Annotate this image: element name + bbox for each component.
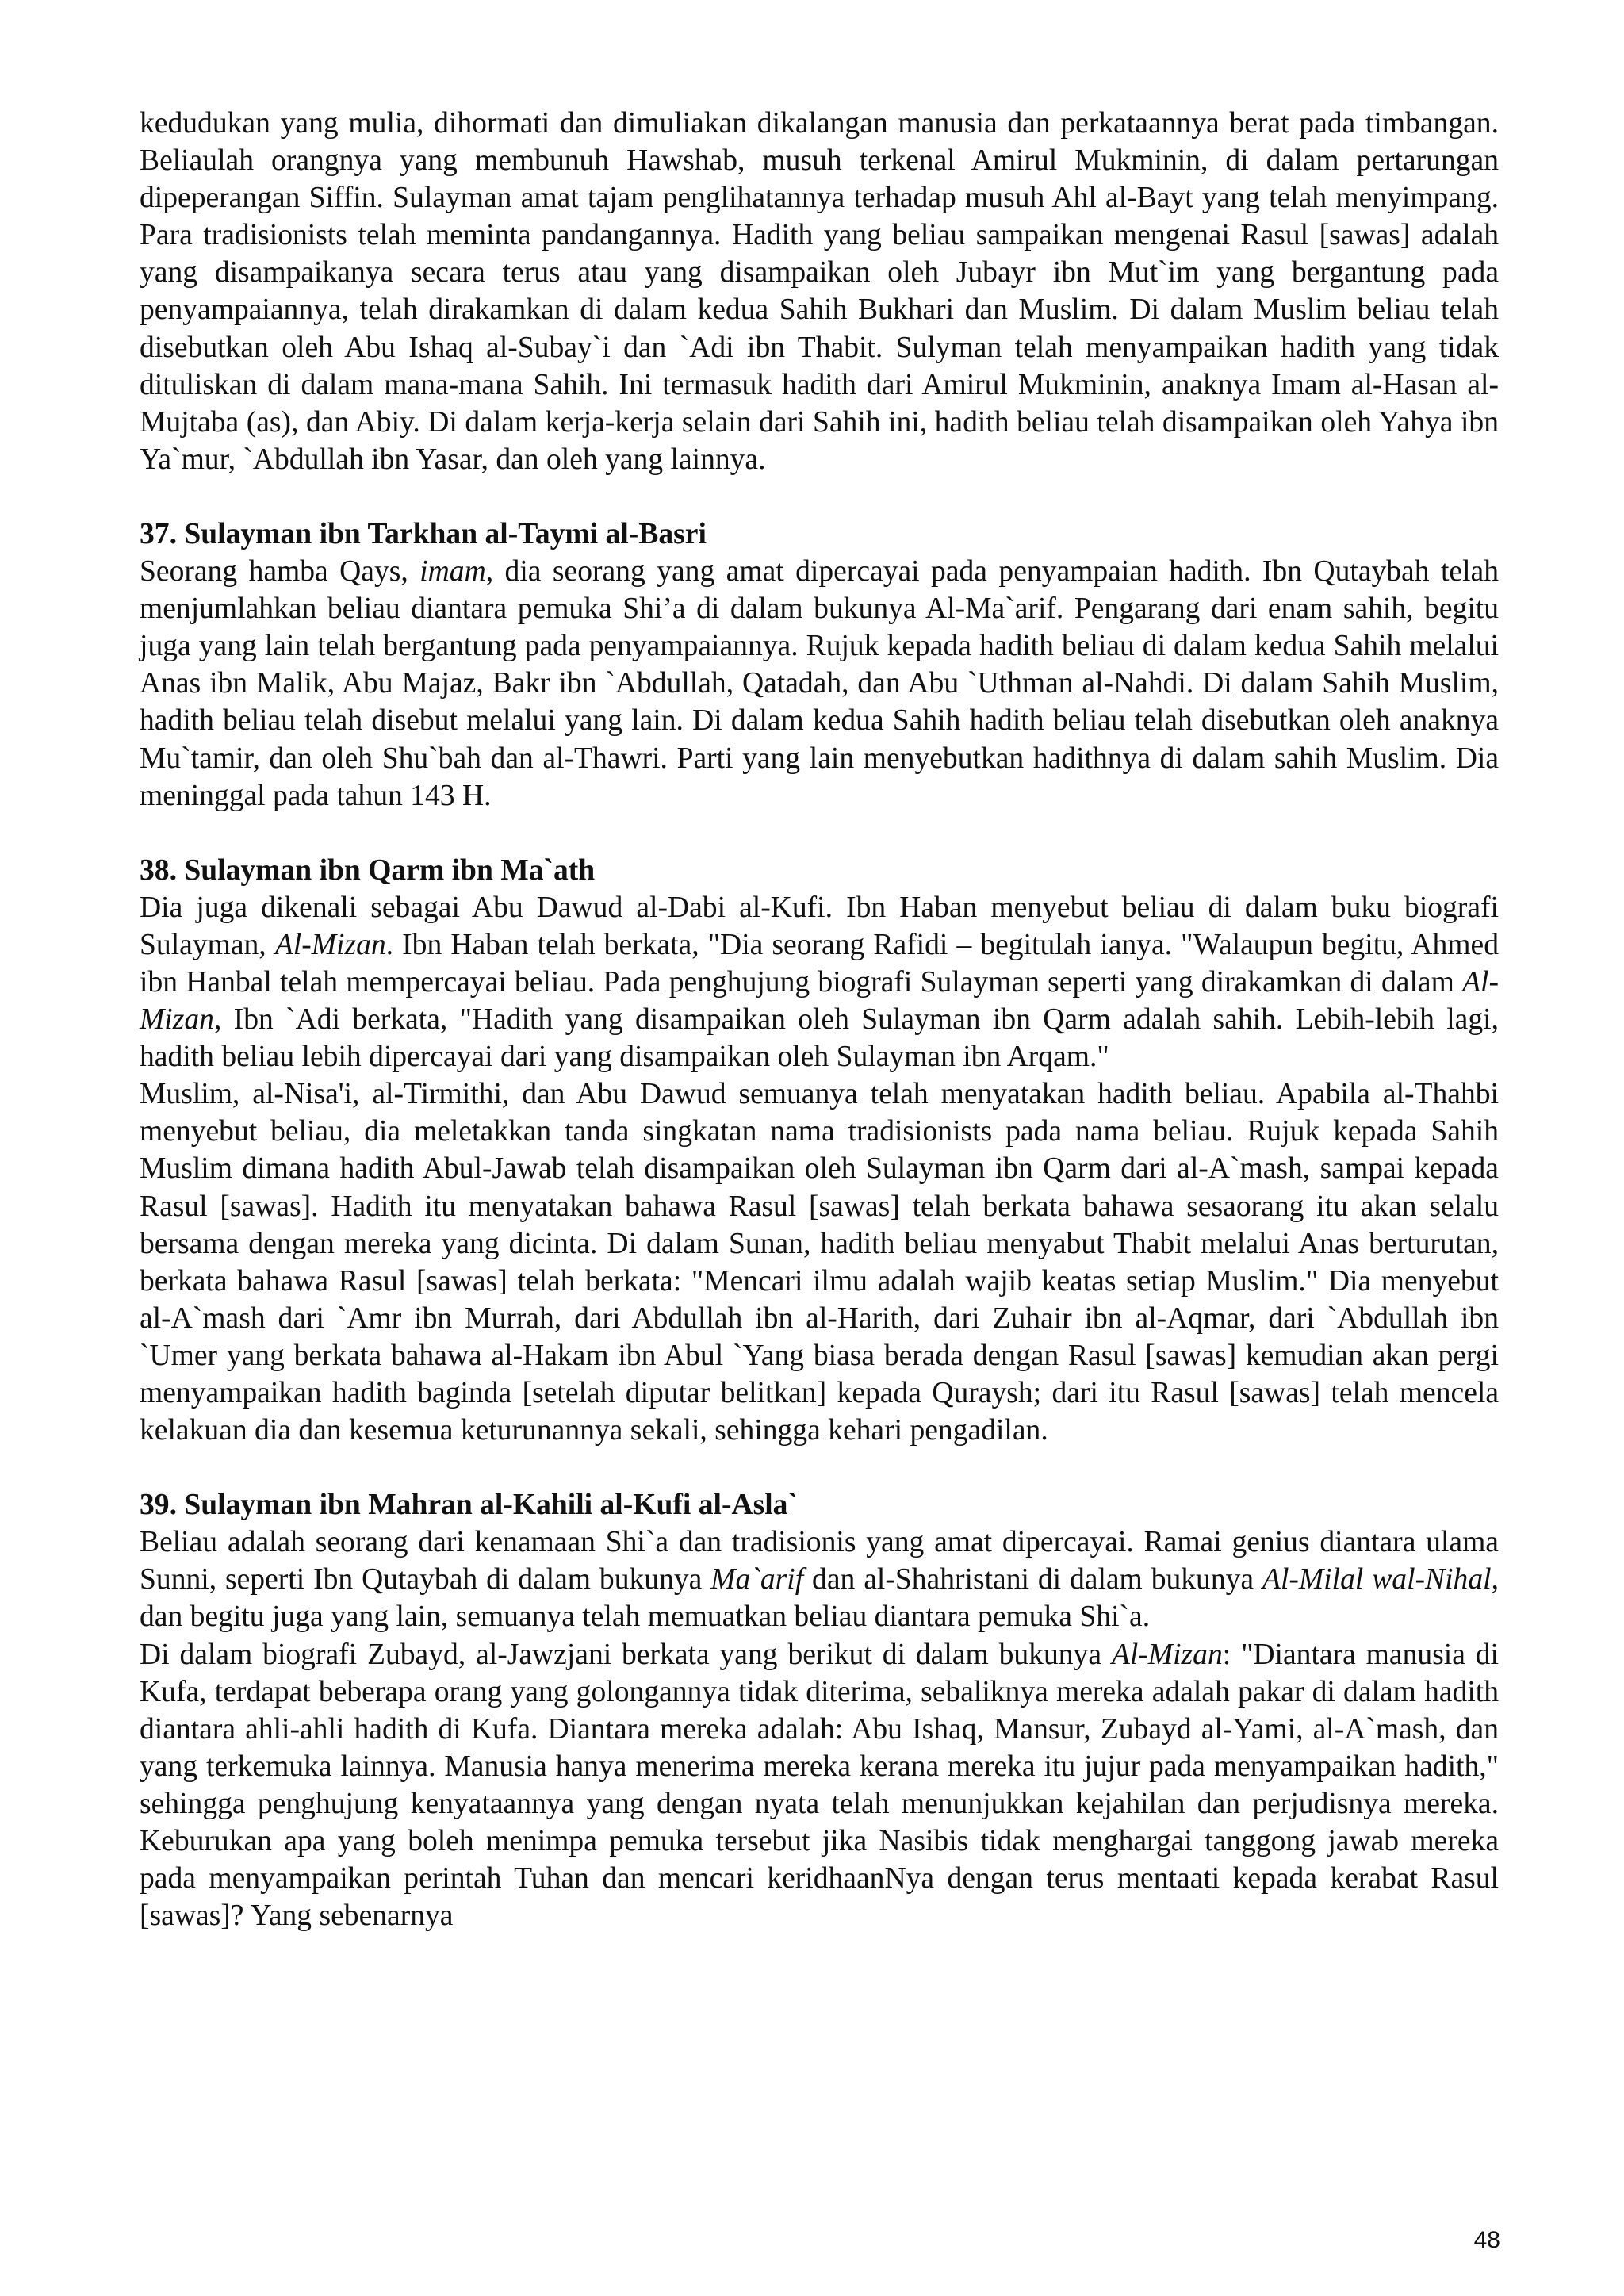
text-run: Seorang hamba Qays, bbox=[140, 555, 420, 588]
paragraph-37 bbox=[140, 553, 1499, 815]
italic-term: Ma`arif bbox=[710, 1563, 804, 1596]
text-run: , dan begitu juga yang lain, semuanya telah memuatkan beliau diantara pemuka Shi`a. bbox=[140, 1563, 1499, 1634]
text-run: . Ibn Haban telah berkata, "Dia seorang Rafidi – begitulah ianya. "Walaupun begitu, Ahmed ibn Hanbal telah mempercayai beliau. Pada penghujung biografi Sulayman seperti yang dirakamkan di dalam bbox=[140, 928, 1499, 999]
paragraph-intro bbox=[140, 105, 1499, 478]
document-page bbox=[140, 105, 1499, 1934]
paragraph-39b bbox=[140, 1636, 1499, 1935]
paragraph-39a bbox=[140, 1524, 1499, 1635]
section-heading-38: 38. Sulayman ibn Qarm ibn Ma`ath bbox=[140, 853, 596, 887]
paragraph-38b bbox=[140, 1075, 1499, 1449]
text-run: Dia juga dikenali sebagai Abu Dawud al-Dabi al-Kufi. Ibn Haban menyebut beliau di dalam buku biografi Sulayman, bbox=[140, 891, 1499, 961]
text-run: : "Diantara manusia di Kufa, terdapat beberapa orang yang golongannya tidak diterima, sebaliknya mereka adalah pakar di dalam hadith diantara ahli-ahli hadith di Kufa. Diantara mereka adalah: Abu Ishaq, Mansur, Zubayd al-Yami, al-A`mash, dan yang terkemuka lainnya. Manusia hanya menerima mereka kerana mereka itu jujur pada menyampaikan hadith," sehingga penghujung kenyataannya yang dengan nyata telah menunjukkan kejahilan dan perjudisnya mereka. Keburukan apa yang boleh menimpa pemuka tersebut jika Nasibis tidak menghargai tanggong jawab mereka pada menyampaikan perintah Tuhan dan mencari keridhaanNya dengan terus mentaati kepada kerabat Rasul [sawas]? Yang sebenarnya bbox=[140, 1638, 1500, 1933]
italic-term: Al-Mizan bbox=[1111, 1638, 1223, 1671]
italic-term: Al-Mizan bbox=[274, 928, 386, 961]
text-run: dan al-Shahristani di dalam bukunya bbox=[803, 1563, 1263, 1596]
section-heading-37: 37. Sulayman ibn Tarkhan al-Taymi al-Basri bbox=[140, 517, 707, 550]
text-run: Di dalam biografi Zubayd, al-Jawzjani berkata yang berikut di dalam bukunya bbox=[140, 1638, 1112, 1671]
text-run: Beliau adalah seorang dari kenamaan Shi`a dan tradisionis yang amat dipercayai. Ramai genius diantara ulama Sunni, seperti Ibn Qutaybah di dalam bukunya bbox=[140, 1526, 1499, 1596]
section-heading-39: 39. Sulayman ibn Mahran al-Kahili al-Kufi al-Asla` bbox=[140, 1489, 798, 1522]
paragraph-gap bbox=[140, 1449, 1499, 1486]
italic-term: imam bbox=[419, 555, 486, 588]
italic-term: Al-Milal wal-Nihal bbox=[1262, 1563, 1492, 1596]
text-run: Muslim, al-Nisa'i, al-Tirmithi, dan Abu Dawud semuanya telah menyatakan hadith beliau. Apabila al-Thahbi menyebut beliau, dia meletakkan tanda singkatan nama tradisionists pada nama beliau. Rujuk kepada Sahih Muslim dimana hadith Abul-Jawab telah disampaikan oleh Sulayman ibn Qarm dari al-A`mash, sampai kepada Rasul [sawas]. Hadith itu menyatakan bahawa Rasul [sawas] telah berkata bahawa sesaorang itu akan selalu bersama dengan mereka yang dicinta. Di dalam Sunan, hadith beliau menyabut Thabit melalui Anas berturutan, berkata bahawa Rasul [sawas] telah berkata: "Mencari ilmu adalah wajib keatas setiap Muslim." Dia menyebut al-A`mash dari `Amr ibn Murrah, dari Abdullah ibn al-Harith, dari Zuhair ibn al-Aqmar, dari `Abdullah ibn `Umer yang berkata bahawa al-Hakam ibn Abul `Yang biasa berada dengan Rasul [sawas] kemudian akan pergi menyampaikan hadith baginda [setelah diputar belitkan] kepada Quraysh; dari itu Rasul [sawas] telah mencela kelakuan dia dan kesemua keturunannya sekali, sehingga kehari pengadilan. bbox=[140, 1078, 1499, 1447]
text-run: kedudukan yang mulia, dihormati dan dimuliakan dikalangan manusia dan perkataannya berat pada timbangan. Beliaulah orangnya yang membunuh Hawshab, musuh terkenal Amirul Mukminin, di dalam pertarungan dipeperangan Siffin. Sulayman amat tajam penglihatannya terhadap musuh Ahl al-Bayt yang telah menyimpang. Para tradisionists telah meminta pandangannya. Hadith yang beliau sampaikan mengenai Rasul [sawas] adalah yang disampaikanya secara terus atau yang disampaikan oleh Jubayr ibn Mut`im yang bergantung pada penyampaiannya, telah dirakamkan di dalam kedua Sahih Bukhari dan Muslim. Di dalam Muslim beliau telah disebutkan oleh Abu Ishaq al-Subay`i dan `Adi ibn Thabit. Sulyman telah menyampaikan hadith yang tidak dituliskan di dalam mana-mana Sahih. Ini termasuk hadith dari Amirul Mukminin, anaknya Imam al-Hasan al-Mujtaba (as), dan Abiy. Di dalam kerja-kerja selain dari Sahih ini, hadith beliau telah disampaikan oleh Yahya ibn Ya`mur, `Abdullah ibn Yasar, dan oleh yang lainnya. bbox=[140, 107, 1499, 476]
text-run: , Ibn `Adi berkata, "Hadith yang disampaikan oleh Sulayman ibn Qarm adalah sahih. Lebih-lebih lagi, hadith beliau lebih dipercayai dari yang disampaikan oleh Sulayman ibn Arqam." bbox=[140, 1003, 1499, 1074]
paragraph-gap bbox=[140, 478, 1499, 516]
paragraph-gap bbox=[140, 815, 1499, 852]
italic-term: Al-Mizan bbox=[140, 965, 1499, 1037]
page-number: 48 bbox=[1473, 2227, 1500, 2253]
paragraph-38a bbox=[140, 889, 1499, 1075]
text-run: , dia seorang yang amat dipercayai pada penyampaian hadith. Ibn Qutaybah telah menjumlahkan beliau diantara pemuka Shi’a di dalam bukunya Al-Ma`arif. Pengarang dari enam sahih, begitu juga yang lain telah bergantung pada penyampaiannya. Rujuk kepada hadith beliau di dalam kedua Sahih melalui Anas ibn Malik, Abu Majaz, Bakr ibn `Abdullah, Qatadah, dan Abu `Uthman al-Nahdi. Di dalam Sahih Muslim, hadith beliau telah disebut melalui yang lain. Di dalam kedua Sahih hadith beliau telah disebutkan oleh anaknya Mu`tamir, dan oleh Shu`bah dan al-Thawri. Parti yang lain menyebutkan hadithnya di dalam sahih Muslim. Dia meninggal pada tahun 143 H. bbox=[140, 555, 1499, 812]
